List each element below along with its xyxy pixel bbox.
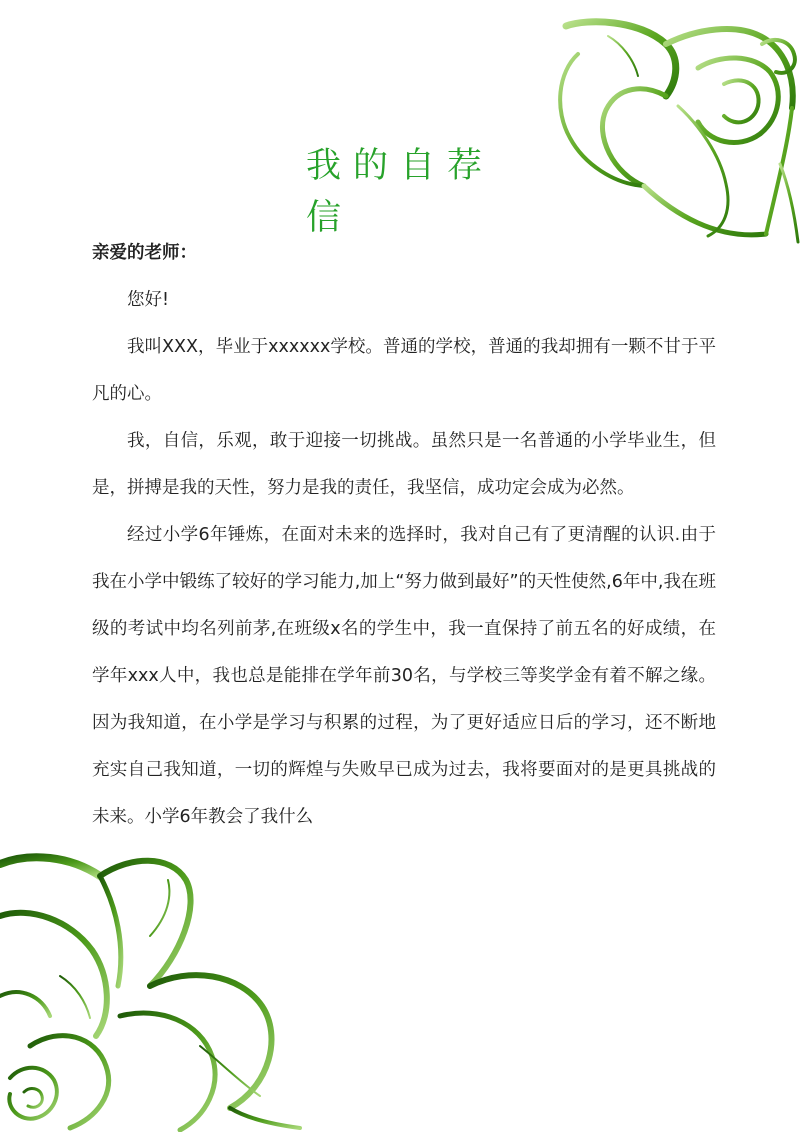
paragraph-introduction: 我叫XXX，毕业于xxxxxx学校。普通的学校，普通的我却拥有一颗不甘于平凡的心。: [92, 337, 716, 404]
flower-decoration-top-right-icon: [548, 14, 800, 246]
paragraph-personality: 我，自信，乐观，敢于迎接一切挑战。虽然只是一名普通的小学毕业生，但是，拼搏是我的天性，努力是我的责任，我坚信，成功定会成为必然。: [92, 431, 716, 498]
title-container: [306, 140, 506, 238]
paragraph-achievements: 经过小学6年锤炼，在面对未来的选择时，我对自己有了更清醒的认识.由于我在小学中锻练了较好的学习能力,加上“努力做到最好”的天性使然,6年中,我在班级的考试中均名列前茅,在班级x名的学生中，我一直保持了前五名的好成绩，在学年xxx人中，我也总是能排在学年前30名，与学校三等奖学金有着不解之缘。因为我知道，在小学是学习与积累的过程，为了更好适应日后的学习，还不断地充实自己我知道，一切的辉煌与失败早已成为过去，我将要面对的是更具挑战的未来。小学6年教会了我什么: [92, 525, 716, 827]
salutation: 亲爱的老师：: [92, 243, 197, 263]
paragraph-greeting: 您好!: [127, 290, 170, 310]
letter-body: [92, 230, 716, 841]
document-title: 我的自荐信: [306, 146, 495, 238]
flower-decoration-bottom-left-icon: [0, 846, 320, 1132]
